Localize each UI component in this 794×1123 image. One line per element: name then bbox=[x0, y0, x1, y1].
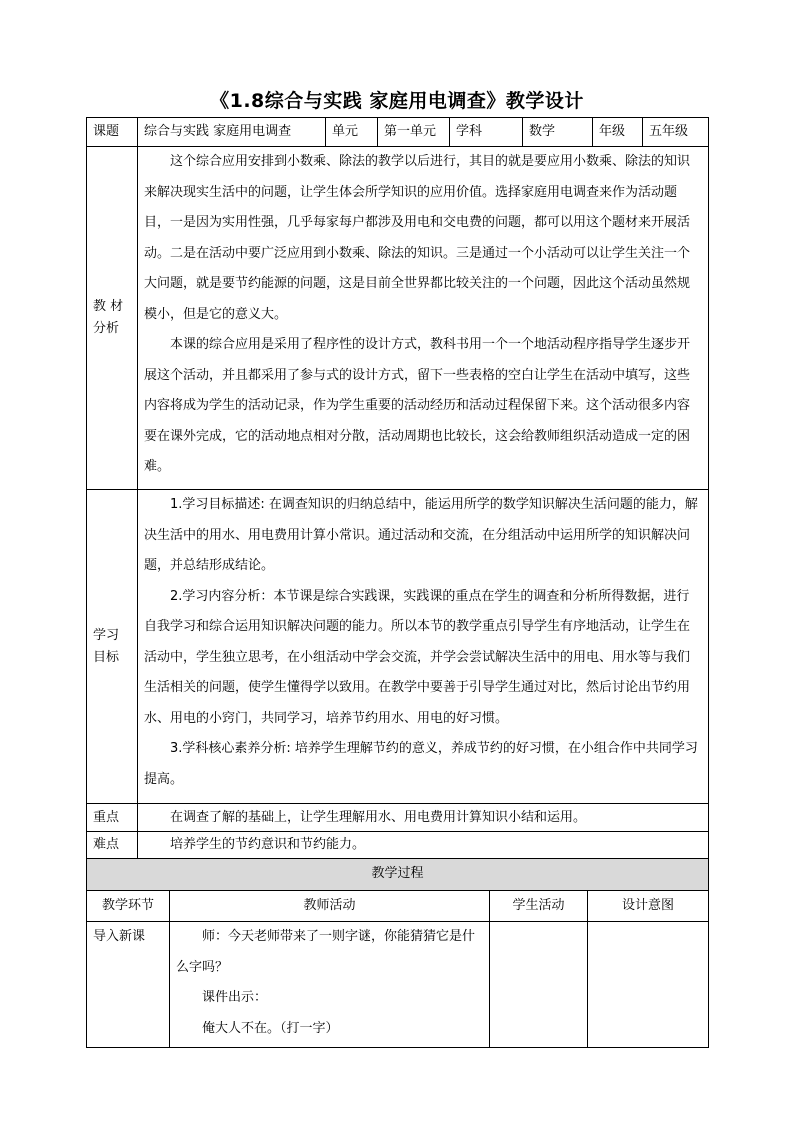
material-label-line2: 分析 bbox=[93, 321, 120, 336]
row1-stage: 导入新课 bbox=[87, 922, 170, 1048]
goals-content bbox=[138, 490, 709, 804]
row1-teacher bbox=[170, 922, 490, 1048]
col-intent-header: 设计意图 bbox=[588, 890, 709, 922]
key-point-text bbox=[138, 804, 709, 832]
material-paragraph-1: 这个综合应用安排到小数乘、除法的教学以后进行，其目的就是要应用小数乘、除法的知识来解决现实生活中的问题，让学生体会所学知识的应用价值。选择家庭用电调查来作为活动题目，一是因为实用性强，几乎每家每户都涉及用电和交电费的问题，都可以用这个题材来开展活动。二是在活动中要广泛应用到小数乘、除法的知识。三是通过一个小活动可以让学生关注一个大问题，就是要节约能源的问题，这是目前全世界都比较关注的一个问题，因此这个活动虽然规模小，但是它的意义大。 bbox=[144, 154, 691, 322]
material-content bbox=[138, 147, 709, 490]
unit-label: 单元 bbox=[326, 118, 378, 147]
material-label-line1: 教 材 bbox=[93, 299, 124, 314]
lesson-info-table bbox=[86, 117, 709, 859]
grade-label: 年级 bbox=[593, 118, 643, 147]
col-student-header: 学生活动 bbox=[490, 890, 588, 922]
row1-teacher-paragraph-2: 课件出示： bbox=[202, 990, 268, 1005]
goals-paragraph-2: 2.学习内容分析：本节课是综合实践课，实践课的重点在学生的调查和分析所得数据，进行自我学习和综合运用知识解决问题的能力。所以本节的教学重点引导学生有序地活动，让学生在活动中，学生独立思考，在小组活动中学会交流，并学会尝试解决生活中的用电、用水等与我们生活相关的问题，使学生懂得学以致用。在教学中要善于引导学生通过对比，然后讨论出节约用水、用电的小窍门，共同学习，培养节约用水、用电的好习惯。 bbox=[144, 588, 691, 726]
difficulty-label: 难点 bbox=[87, 832, 138, 859]
topic-value: 综合与实践 家庭用电调查 bbox=[138, 118, 326, 147]
goals-paragraph-3: 3.学科核心素养分析: 培养学生理解节约的意义，养成节约的好习惯，在小组合作中共同学习提高。 bbox=[144, 741, 698, 787]
row1-student bbox=[490, 922, 588, 1048]
subject-value: 数学 bbox=[523, 118, 593, 147]
topic-label: 课题 bbox=[87, 118, 138, 147]
page-title: 《1.8综合与实践 家庭用电调查》教学设计 bbox=[210, 90, 584, 112]
col-stage-header: 教学环节 bbox=[87, 890, 170, 922]
col-teacher-header: 教师活动 bbox=[170, 890, 490, 922]
process-header-row bbox=[87, 859, 709, 891]
row1-intent bbox=[588, 922, 709, 1048]
key-point-paragraph: 在调查了解的基础上，让学生理解用水、用电费用计算知识小结和运用。 bbox=[170, 809, 587, 825]
difficulty-paragraph: 培养学生的节约意识和节约能力。 bbox=[170, 837, 366, 852]
difficulty-text bbox=[138, 832, 709, 859]
subject-label: 学科 bbox=[450, 118, 523, 147]
goals-label-line1: 学习 bbox=[93, 627, 120, 643]
unit-value: 第一单元 bbox=[378, 118, 450, 147]
process-header: 教学过程 bbox=[87, 859, 709, 891]
goals-label-line2: 目标 bbox=[93, 649, 120, 665]
process-table bbox=[86, 858, 709, 1048]
material-label bbox=[87, 147, 138, 490]
process-row-intro bbox=[87, 922, 709, 1048]
row1-teacher-paragraph-1: 师：今天老师带来了一则字谜，你能猜猜它是什么字吗？ bbox=[176, 929, 476, 975]
goals-label bbox=[87, 490, 138, 804]
material-paragraph-2: 本课的综合应用是采用了程序性的设计方式，教科书用一个一个地活动程序指导学生逐步开展这个活动，并且都采用了参与式的设计方式，留下一些表格的空白让学生在活动中填写，这些内容将成为学生的活动记录，作为学生重要的活动经历和活动过程保留下来。这个活动很多内容要在课外完成，它的活动地点相对分散，活动周期也比较长，这会给教师组织活动造成一定的困难。 bbox=[144, 337, 691, 474]
grade-value: 五年级 bbox=[643, 118, 709, 147]
goals-row bbox=[87, 490, 709, 804]
row1-teacher-paragraph-3: 俺大人不在。（打一字） bbox=[202, 1020, 339, 1036]
key-point-row bbox=[87, 804, 709, 832]
key-point-label: 重点 bbox=[87, 804, 138, 832]
process-columns-row bbox=[87, 890, 709, 922]
goals-paragraph-1: 1.学习目标描述: 在调查知识的归纳总结中，能运用所学的数学知识解决生活问题的能力，解决生活中的用水、用电费用计算小常识。通过活动和交流，在分组活动中运用所学的知识解决问题，并总结形成结论。 bbox=[144, 497, 698, 573]
material-row bbox=[87, 147, 709, 490]
info-row bbox=[87, 118, 709, 147]
difficulty-row bbox=[87, 832, 709, 859]
